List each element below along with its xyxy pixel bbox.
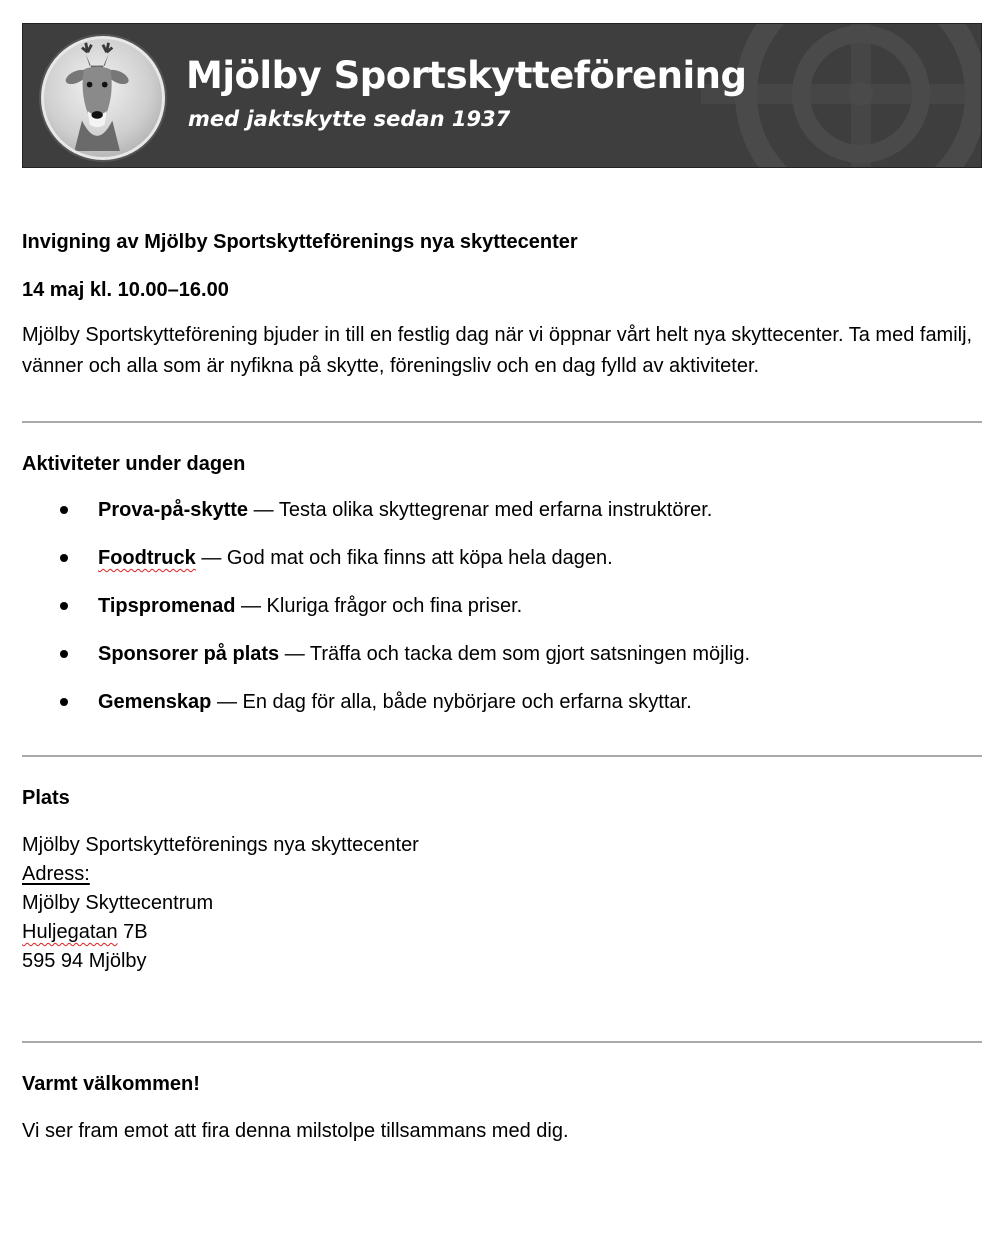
- activity-text: — Testa olika skyttegrenar med erfarna instruktörer.: [248, 499, 713, 521]
- address-label: Adress:: [22, 863, 90, 885]
- event-description: Mjölby Sportskytteförening bjuder in till en festlig dag när vi öppnar vårt helt nya skyttecenter. Ta med familj, vänner och alla som är nyfikna på skytte, föreningsliv och en dag fylld av aktiviteter.: [22, 324, 973, 377]
- activity-title: Prova-på-skytte: [98, 499, 249, 521]
- closing-text: Vi ser fram emot att fira denna milstolpe tillsammans med dig.: [22, 1120, 569, 1142]
- address-line-1: Mjölby Skyttecentrum: [22, 892, 214, 914]
- activity-text: — Kluriga frågor och fina priser.: [235, 595, 523, 617]
- banner-title: Mjölby Sportskytteförening: [186, 54, 747, 97]
- section-divider: [22, 1041, 982, 1043]
- activity-text: — En dag för alla, både nybörjare och erfarna skyttar.: [211, 691, 692, 713]
- event-heading: Invigning av Mjölby Sportskytteförenings nya skyttecenter: [22, 231, 578, 253]
- address-postal: 595 94 Mjölby: [22, 950, 147, 972]
- venue-name: Mjölby Sportskytteförenings nya skyttecenter: [22, 834, 419, 856]
- list-item: [22, 689, 750, 737]
- activity-text: — Träffa och tacka dem som gjort satsningen möjlig.: [279, 643, 751, 665]
- bullet-icon: [60, 602, 68, 610]
- list-item: [22, 593, 750, 641]
- club-logo: [41, 36, 165, 160]
- document-page: [22, 23, 982, 1142]
- activity-title: Foodtruck: [98, 547, 196, 569]
- bullet-icon: [60, 650, 68, 658]
- list-item: [22, 641, 750, 689]
- activity-title: Gemenskap: [98, 691, 212, 713]
- section-divider: [22, 421, 982, 423]
- activity-text: — God mat och fika finns att köpa hela dagen.: [195, 547, 613, 569]
- street-name: Huljegatan: [22, 921, 118, 943]
- list-item: [22, 497, 750, 545]
- activity-title: Tipspromenad: [98, 595, 236, 617]
- list-item: [22, 545, 750, 593]
- location-address-block: [22, 831, 419, 976]
- bullet-icon: [60, 698, 68, 706]
- street-number: 7B: [117, 921, 148, 943]
- address-street: [22, 918, 419, 947]
- bullet-icon: [60, 554, 68, 562]
- closing-heading: Varmt välkommen!: [22, 1073, 200, 1095]
- roe-deer-icon: [44, 39, 156, 151]
- activities-heading: Aktiviteter under dagen: [22, 453, 246, 475]
- activities-list: [22, 497, 750, 737]
- bullet-icon: [60, 506, 68, 514]
- event-datetime: 14 maj kl. 10.00–16.00: [22, 279, 229, 301]
- club-banner: [22, 23, 982, 168]
- location-heading: Plats: [22, 787, 70, 809]
- banner-subtitle: med jaktskytte sedan 1937: [188, 107, 511, 131]
- activity-title: Sponsorer på plats: [98, 643, 280, 665]
- section-divider: [22, 755, 982, 757]
